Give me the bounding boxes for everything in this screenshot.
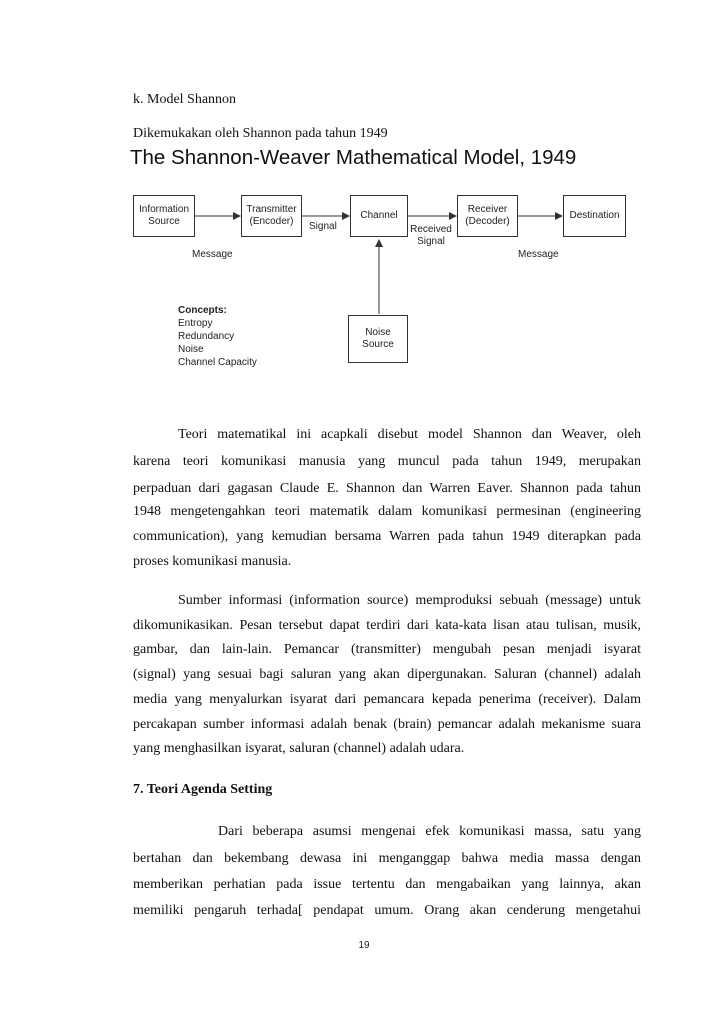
box-transmitter-line1: Transmitter	[246, 204, 297, 215]
paragraph-2-line: (signal) yang sesuai bagi saluran yang akan dipergunakan. Saluran (channel) adalah	[133, 667, 641, 682]
box-information-source-line1: Information	[138, 204, 190, 215]
paragraph-2-line: percakapan sumber informasi adalah benak (brain) pemancar adalah mekanisme suara	[133, 717, 641, 732]
label-received-signal-line1: Received	[410, 224, 452, 235]
page-number: 19	[358, 940, 370, 951]
concept-item: Entropy	[178, 318, 213, 329]
box-noise-source	[348, 315, 408, 363]
box-receiver-line2: (Decoder)	[465, 216, 510, 227]
paragraph-3-line: memiliki pengaruh terhada[ pendapat umum. Orang akan cenderung mengetahui	[133, 903, 641, 918]
diagram-title: The Shannon-Weaver Mathematical Model, 1949	[130, 146, 577, 169]
label-received-signal	[410, 224, 452, 248]
box-information-source	[133, 195, 195, 237]
box-noise-source-line2: Source	[362, 339, 394, 350]
paragraph-2-line: dikomunikasikan. Pesan tersebut dapat terdiri dari kata-kata lisan atau tulisan, musik,	[133, 618, 641, 633]
label-signal: Signal	[309, 221, 337, 232]
concepts-list	[178, 304, 257, 369]
concepts-title: Concepts:	[178, 305, 227, 316]
paragraph-1-line: 1948 mengetengahkan teori matematik dalam komunikasi permesinan (engineering	[133, 504, 641, 519]
box-receiver	[457, 195, 518, 237]
paragraph-2-line: gambar, dan lain-lain. Pemancar (transmitter) mengubah pesan menjadi isyarat	[133, 642, 641, 657]
label-message-right: Message	[518, 249, 559, 260]
paragraph-2-line: media yang menyalurkan isyarat dari pemancara kepada penerima (receiver). Dalam	[133, 692, 641, 707]
paragraph-2-line: yang menghasilkan isyarat, saluran (channel) adalah udara.	[133, 741, 465, 756]
label-message-left: Message	[192, 249, 233, 260]
paragraph-1-line: proses komunikasi manusia.	[133, 554, 292, 569]
concept-item: Noise	[178, 344, 204, 355]
concept-item: Channel Capacity	[178, 357, 257, 368]
box-channel-label: Channel	[360, 210, 398, 221]
paragraph-1-line: karena teori komunikasi manusia yang muncul pada tahun 1949, merupakan	[133, 454, 641, 469]
paragraph-3-line: bertahan dan bekembang dewasa ini menganggap bahwa media massa dengan	[133, 851, 641, 866]
paragraph-1-line: Teori matematikal ini acapkali disebut model Shannon dan Weaver, oleh	[178, 427, 641, 442]
box-channel	[350, 195, 408, 237]
box-transmitter-line2: (Encoder)	[249, 216, 294, 227]
box-transmitter	[241, 195, 302, 237]
box-information-source-line2: Source	[148, 216, 180, 227]
paragraph-1-line: perpaduan dari gagasan Claude E. Shannon dan Warren Eaver. Shannon pada tahun	[133, 481, 641, 496]
section-heading: 7. Teori Agenda Setting	[133, 782, 273, 797]
section-label: k. Model Shannon	[133, 92, 237, 107]
box-noise-source-line1: Noise	[365, 327, 391, 338]
intro-line: Dikemukakan oleh Shannon pada tahun 1949	[133, 126, 388, 141]
paragraph-2-line: Sumber informasi (information source) memproduksi sebuah (message) untuk	[178, 593, 641, 608]
box-destination-label: Destination	[569, 210, 620, 221]
box-destination	[563, 195, 626, 237]
box-receiver-line1: Receiver	[467, 204, 508, 215]
concept-item: Redundancy	[178, 331, 235, 342]
paragraph-3-line: memberikan perhatian pada issue tertentu dan mengabaikan yang lainnya, akan	[133, 877, 641, 892]
paragraph-3-line: Dari beberapa asumsi mengenai efek komunikasi massa, satu yang	[218, 824, 641, 839]
label-received-signal-line2: Signal	[417, 236, 445, 247]
paragraph-1-line: communication), yang kemudian bersama Warren pada tahun 1949 diterapkan pada	[133, 529, 641, 544]
